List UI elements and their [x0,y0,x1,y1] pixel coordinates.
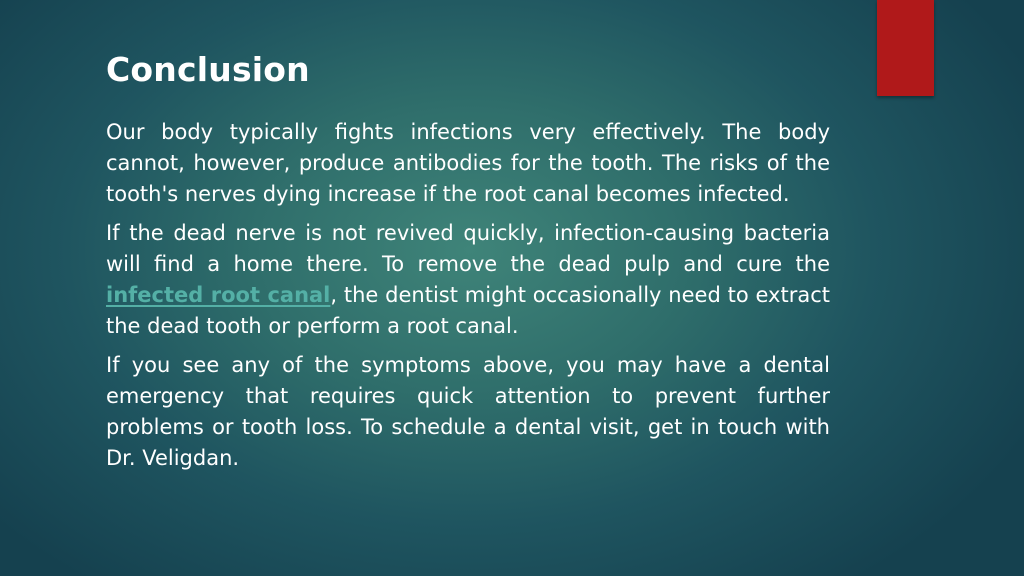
paragraph-3: If you see any of the symptoms above, you may have a dental emergency that requires quick attention to prevent further problems or tooth loss. To schedule a dental visit, get in touch with Dr. Veligdan. [106,353,830,470]
paragraph-2-before: If the dead nerve is not revived quickly, infection-causing bacteria will find a home there. To remove the dead pulp and cure the [106,221,830,276]
slide-title: Conclusion [106,50,310,89]
infected-root-canal-link[interactable]: infected root canal [106,283,331,307]
paragraph-2-after: , the dentist might occasionally need to extract the dead tooth or perform a root canal. [106,283,830,338]
accent-bar [877,0,934,96]
slide-body [106,117,830,482]
paragraph-2 [106,218,830,342]
paragraph-1: Our body typically fights infections very effectively. The body cannot, however, produce antibodies for the tooth. The risks of the tooth's nerves dying increase if the root canal becomes infected. [106,120,830,206]
